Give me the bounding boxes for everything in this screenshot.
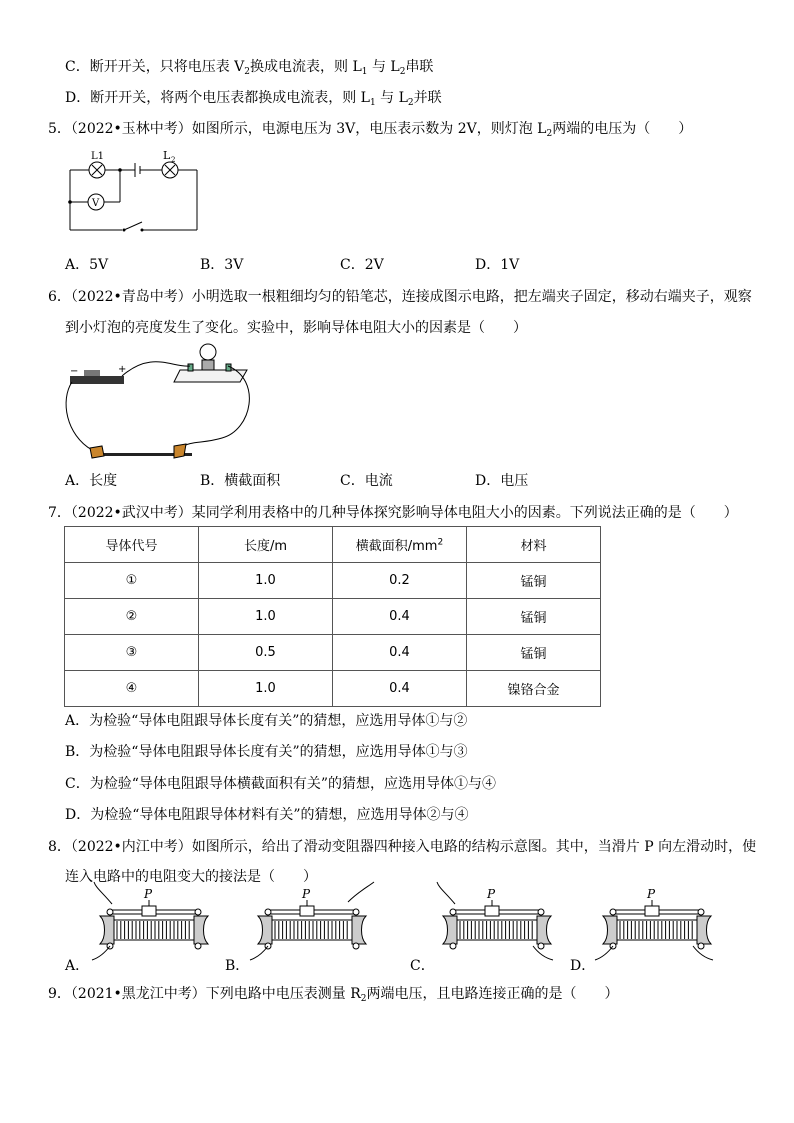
table-row: ① 1.0 0.2 锰铜	[65, 563, 601, 599]
q7-option-d: D．为检验“导体电阻跟导体材料有关”的猜想，应选用导体②与④	[65, 807, 469, 823]
q6-option-d: D．电压	[475, 473, 529, 489]
q4-option-c: C．断开开关，只将电压表 $V_2$换成电流表，则 $L_1$ 与 $L_2$串联	[65, 59, 434, 77]
battery-holder	[70, 376, 124, 384]
header-code: 导体代号	[65, 527, 199, 563]
q6-option-a: A．长度	[65, 473, 118, 489]
q9-stem: 9．（2021•黑龙江中考）下列电路中电压表测量 $R_2$两端电压，且电路连接正确的是（ ）	[48, 986, 619, 1004]
q5-option-d: D．1V	[475, 257, 520, 273]
q4-option-d: D．断开开关，将两个电压表都换成电流表，则 $L_1$ 与 $L_2$并联	[65, 90, 442, 108]
q8-stem-line2: 连入电路中的电阻变大的接法是（ ）	[65, 869, 317, 885]
q5-circuit-diagram	[62, 146, 202, 236]
svg-text:+: +	[118, 364, 127, 375]
q8-option-b: B．	[225, 958, 250, 974]
header-area: 横截面积$/mm^2$	[333, 527, 467, 563]
q5-option-b: B．3V	[200, 257, 244, 273]
q6-option-c: C．电流	[340, 473, 393, 489]
left-clip	[90, 446, 104, 458]
table-row: ③ 0.5 0.4 锰铜	[65, 635, 601, 671]
rheostat-figure-a	[92, 888, 222, 968]
q7-conductor-table	[64, 526, 601, 707]
q7-stem: 7．（2022•武汉中考）某同学利用表格中的几种导体探究影响导体电阻大小的因素。下列说法正确的是（ ）	[48, 505, 738, 521]
rheostat-figure-c	[435, 888, 565, 968]
slider-p-label: P	[144, 887, 153, 901]
q8-option-c: C．	[410, 958, 435, 974]
slider-p-label: P	[487, 887, 496, 901]
q8-stem-line1: 8．（2022•内江中考）如图所示，给出了滑动变阻器四种接入电路的结构示意图。其中，当滑片 P 向左滑动时，使	[48, 839, 757, 855]
q5-option-a: A．5V	[65, 257, 109, 273]
rheostat-figure-b	[250, 888, 380, 968]
q6-stem-line2: 到小灯泡的亮度发生了变化。实验中，影响导体电阻大小的因素是（ ）	[65, 320, 527, 336]
rheostat-figure-d	[595, 888, 725, 968]
q6-stem-line1: 6．（2022•青岛中考）小明选取一根粗细均匀的铅笔芯，连接成图示电路，把左端夹子固定，移动右端夹子，观察	[48, 289, 752, 305]
label-l2: L	[163, 149, 171, 162]
table-row: ② 1.0 0.4 锰铜	[65, 599, 601, 635]
right-clip	[174, 444, 186, 458]
q8-option-a: A．	[65, 958, 90, 974]
header-material: 材料	[467, 527, 601, 563]
q8-option-d: D．	[570, 958, 596, 974]
q5-option-c: C．2V	[340, 257, 384, 273]
lamp-board	[174, 370, 247, 382]
table-header-row	[65, 527, 601, 563]
light-bulb-icon	[200, 344, 216, 360]
label-l2-sub: 2	[171, 156, 176, 164]
label-l1: L1	[91, 151, 105, 162]
slider-p-label: P	[302, 887, 311, 901]
battery	[84, 370, 100, 376]
q7-option-b: B．为检验“导体电阻跟导体长度有关”的猜想，应选用导体①与③	[65, 744, 468, 760]
q7-option-c: C．为检验“导体电阻跟导体横截面积有关”的猜想，应选用导体①与④	[65, 776, 497, 792]
table-row: ④ 1.0 0.4 镍铬合金	[65, 671, 601, 707]
header-length: 长度/m	[199, 527, 333, 563]
q6-option-b: B．横截面积	[200, 473, 281, 489]
slider-p-label: P	[647, 887, 656, 901]
svg-text:−: −	[70, 366, 79, 377]
switch-lever	[124, 222, 142, 230]
voltmeter-label: V	[92, 198, 100, 209]
q7-option-a: A．为检验“导体电阻跟导体长度有关”的猜想，应选用导体①与②	[65, 713, 468, 729]
q5-stem: 5．（2022•玉林中考）如图所示，电源电压为 3V，电压表示数为 2V，则灯泡 $L_2$两端的电压为（ ）	[48, 121, 693, 139]
q6-pencil-lead-circuit	[62, 340, 262, 465]
